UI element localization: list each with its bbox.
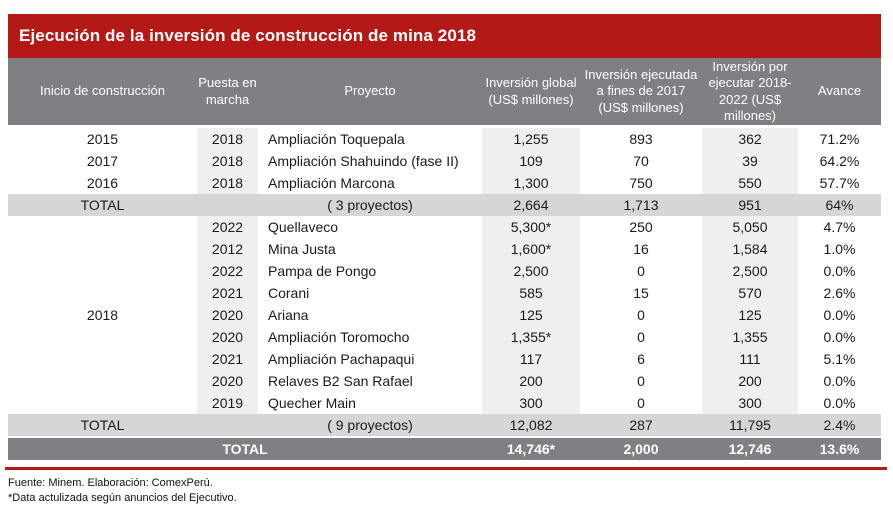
cell-avance: 1.0% xyxy=(823,241,856,257)
cell-marcha: 2018 xyxy=(197,128,258,150)
cell-global: 300 xyxy=(482,392,580,414)
cell-avance: 71.2% xyxy=(819,131,860,147)
cell-global: 585 xyxy=(482,282,580,304)
cell-empty xyxy=(197,414,258,436)
cell-grand-total-label: TOTAL xyxy=(8,438,482,460)
group1-total-row xyxy=(8,194,881,216)
cell-por-ejecutar: 1,355 xyxy=(702,326,798,348)
cell-global: 2,664 xyxy=(482,194,580,216)
column-header-inicio: Inicio de construcción xyxy=(8,58,197,125)
cell-avance: 64% xyxy=(798,194,881,216)
cell-proyecto: Ampliación Marcona xyxy=(268,175,395,191)
cell-marcha: 2020 xyxy=(197,326,258,348)
column-header-por-ejecutar: Inversión por ejecutar 2018-2022 (US$ millones) xyxy=(702,58,798,125)
cell-ejecutada: 250 xyxy=(629,219,653,235)
bottom-divider xyxy=(5,467,887,470)
cell-avance: 0.0% xyxy=(823,307,856,323)
cell-marcha: 2012 xyxy=(197,238,258,260)
group2-total-row xyxy=(8,414,881,436)
cell-marcha: 2018 xyxy=(197,172,258,194)
cell-ejecutada: 15 xyxy=(633,285,649,301)
title-bar xyxy=(8,14,881,58)
column-header-avance: Avance xyxy=(798,58,881,125)
cell-avance: 0.0% xyxy=(823,329,856,345)
cell-total-label: TOTAL xyxy=(8,414,197,436)
cell-proyecto: Ampliación Toquepala xyxy=(268,131,405,147)
cell-proyecto: Ampliación Pachapaqui xyxy=(268,351,415,367)
cell-ejecutada: 2,000 xyxy=(580,438,702,460)
footer-note: *Data actulizada según anuncios del Ejecutivo. xyxy=(8,491,237,504)
cell-global: 1,355* xyxy=(482,326,580,348)
cell-global: 2,500 xyxy=(482,260,580,282)
investment-table xyxy=(8,58,881,460)
cell-global: 200 xyxy=(482,370,580,392)
cell-por-ejecutar: 39 xyxy=(702,150,798,172)
footer xyxy=(8,476,893,506)
cell-inicio-merged: 2018 xyxy=(8,216,197,414)
cell-avance: 4.7% xyxy=(823,219,856,235)
cell-marcha: 2022 xyxy=(197,260,258,282)
cell-global: 1,600* xyxy=(482,238,580,260)
cell-proyecto: Ampliación Toromocho xyxy=(268,329,410,345)
cell-por-ejecutar: 550 xyxy=(702,172,798,194)
cell-ejecutada: 0 xyxy=(637,263,645,279)
column-header-marcha: Puesta en marcha xyxy=(197,58,258,125)
cell-ejecutada: 893 xyxy=(629,131,653,147)
cell-por-ejecutar: 125 xyxy=(702,304,798,326)
cell-ejecutada: 16 xyxy=(633,241,649,257)
cell-ejecutada: 0 xyxy=(637,329,645,345)
cell-proyecto: Relaves B2 San Rafael xyxy=(268,373,413,389)
cell-por-ejecutar: 11,795 xyxy=(702,414,798,436)
cell-global: 1,255 xyxy=(482,128,580,150)
cell-ejecutada: 287 xyxy=(580,414,702,436)
cell-proyecto-count: ( 9 proyectos) xyxy=(258,414,482,436)
cell-empty xyxy=(197,194,258,216)
cell-total-label: TOTAL xyxy=(8,194,197,216)
cell-ejecutada: 0 xyxy=(637,395,645,411)
cell-proyecto: Mina Justa xyxy=(268,241,336,257)
cell-avance: 13.6% xyxy=(798,438,881,460)
cell-global: 12,082 xyxy=(482,414,580,436)
cell-proyecto: Quecher Main xyxy=(268,395,356,411)
cell-avance: 5.1% xyxy=(823,351,856,367)
cell-ejecutada: 70 xyxy=(633,153,649,169)
cell-por-ejecutar: 951 xyxy=(702,194,798,216)
cell-marcha: 2022 xyxy=(197,216,258,238)
cell-ejecutada: 750 xyxy=(629,175,653,191)
cell-marcha: 2019 xyxy=(197,392,258,414)
cell-por-ejecutar: 2,500 xyxy=(702,260,798,282)
cell-global: 117 xyxy=(482,348,580,370)
column-header-proyecto: Proyecto xyxy=(258,58,482,125)
cell-global: 14,746* xyxy=(482,438,580,460)
cell-proyecto: Corani xyxy=(268,285,310,301)
cell-proyecto: Quellaveco xyxy=(268,219,339,235)
column-header-global: Inversión global (US$ millones) xyxy=(482,58,580,125)
cell-avance: 2.6% xyxy=(823,285,856,301)
cell-proyecto: Ampliación Shahuindo (fase II) xyxy=(268,153,459,169)
cell-inicio: 2016 xyxy=(86,175,119,191)
cell-ejecutada: 0 xyxy=(637,373,645,389)
cell-global: 125 xyxy=(482,304,580,326)
table-row xyxy=(8,172,881,194)
grand-total-row xyxy=(8,438,881,460)
cell-avance: 0.0% xyxy=(823,263,856,279)
cell-marcha: 2020 xyxy=(197,370,258,392)
cell-por-ejecutar: 111 xyxy=(702,348,798,370)
cell-avance: 0.0% xyxy=(823,395,856,411)
table-row xyxy=(8,128,881,150)
cell-marcha: 2021 xyxy=(197,282,258,304)
cell-avance: 57.7% xyxy=(819,175,860,191)
cell-inicio: 2017 xyxy=(86,153,119,169)
header-row xyxy=(8,58,881,125)
cell-global: 109 xyxy=(482,150,580,172)
cell-marcha: 2021 xyxy=(197,348,258,370)
cell-por-ejecutar: 5,050 xyxy=(702,216,798,238)
cell-ejecutada: 1,713 xyxy=(580,194,702,216)
footer-source: Fuente: Minem. Elaboración: ComexPerú. xyxy=(8,477,213,489)
cell-ejecutada: 6 xyxy=(637,351,645,367)
column-header-ejecutada: Inversión ejecutada a fines de 2017 (US$ millones) xyxy=(580,58,702,125)
table-row xyxy=(8,150,881,172)
cell-global: 5,300* xyxy=(482,216,580,238)
cell-avance: 2.4% xyxy=(798,414,881,436)
cell-por-ejecutar: 362 xyxy=(702,128,798,150)
table-row xyxy=(8,216,881,238)
cell-avance: 64.2% xyxy=(819,153,860,169)
cell-por-ejecutar: 200 xyxy=(702,370,798,392)
cell-ejecutada: 0 xyxy=(637,307,645,323)
cell-proyecto: Pampa de Pongo xyxy=(268,263,377,279)
cell-proyecto: Ariana xyxy=(268,307,309,323)
page-title: Ejecución de la inversión de construcción de mina 2018 xyxy=(19,26,476,45)
cell-por-ejecutar: 12,746 xyxy=(702,438,798,460)
cell-avance: 0.0% xyxy=(823,373,856,389)
cell-por-ejecutar: 300 xyxy=(702,392,798,414)
cell-inicio: 2015 xyxy=(86,131,119,147)
cell-por-ejecutar: 570 xyxy=(702,282,798,304)
cell-marcha: 2020 xyxy=(197,304,258,326)
cell-por-ejecutar: 1,584 xyxy=(702,238,798,260)
cell-marcha: 2018 xyxy=(197,150,258,172)
cell-global: 1,300 xyxy=(482,172,580,194)
cell-proyecto-count: ( 3 proyectos) xyxy=(258,194,482,216)
